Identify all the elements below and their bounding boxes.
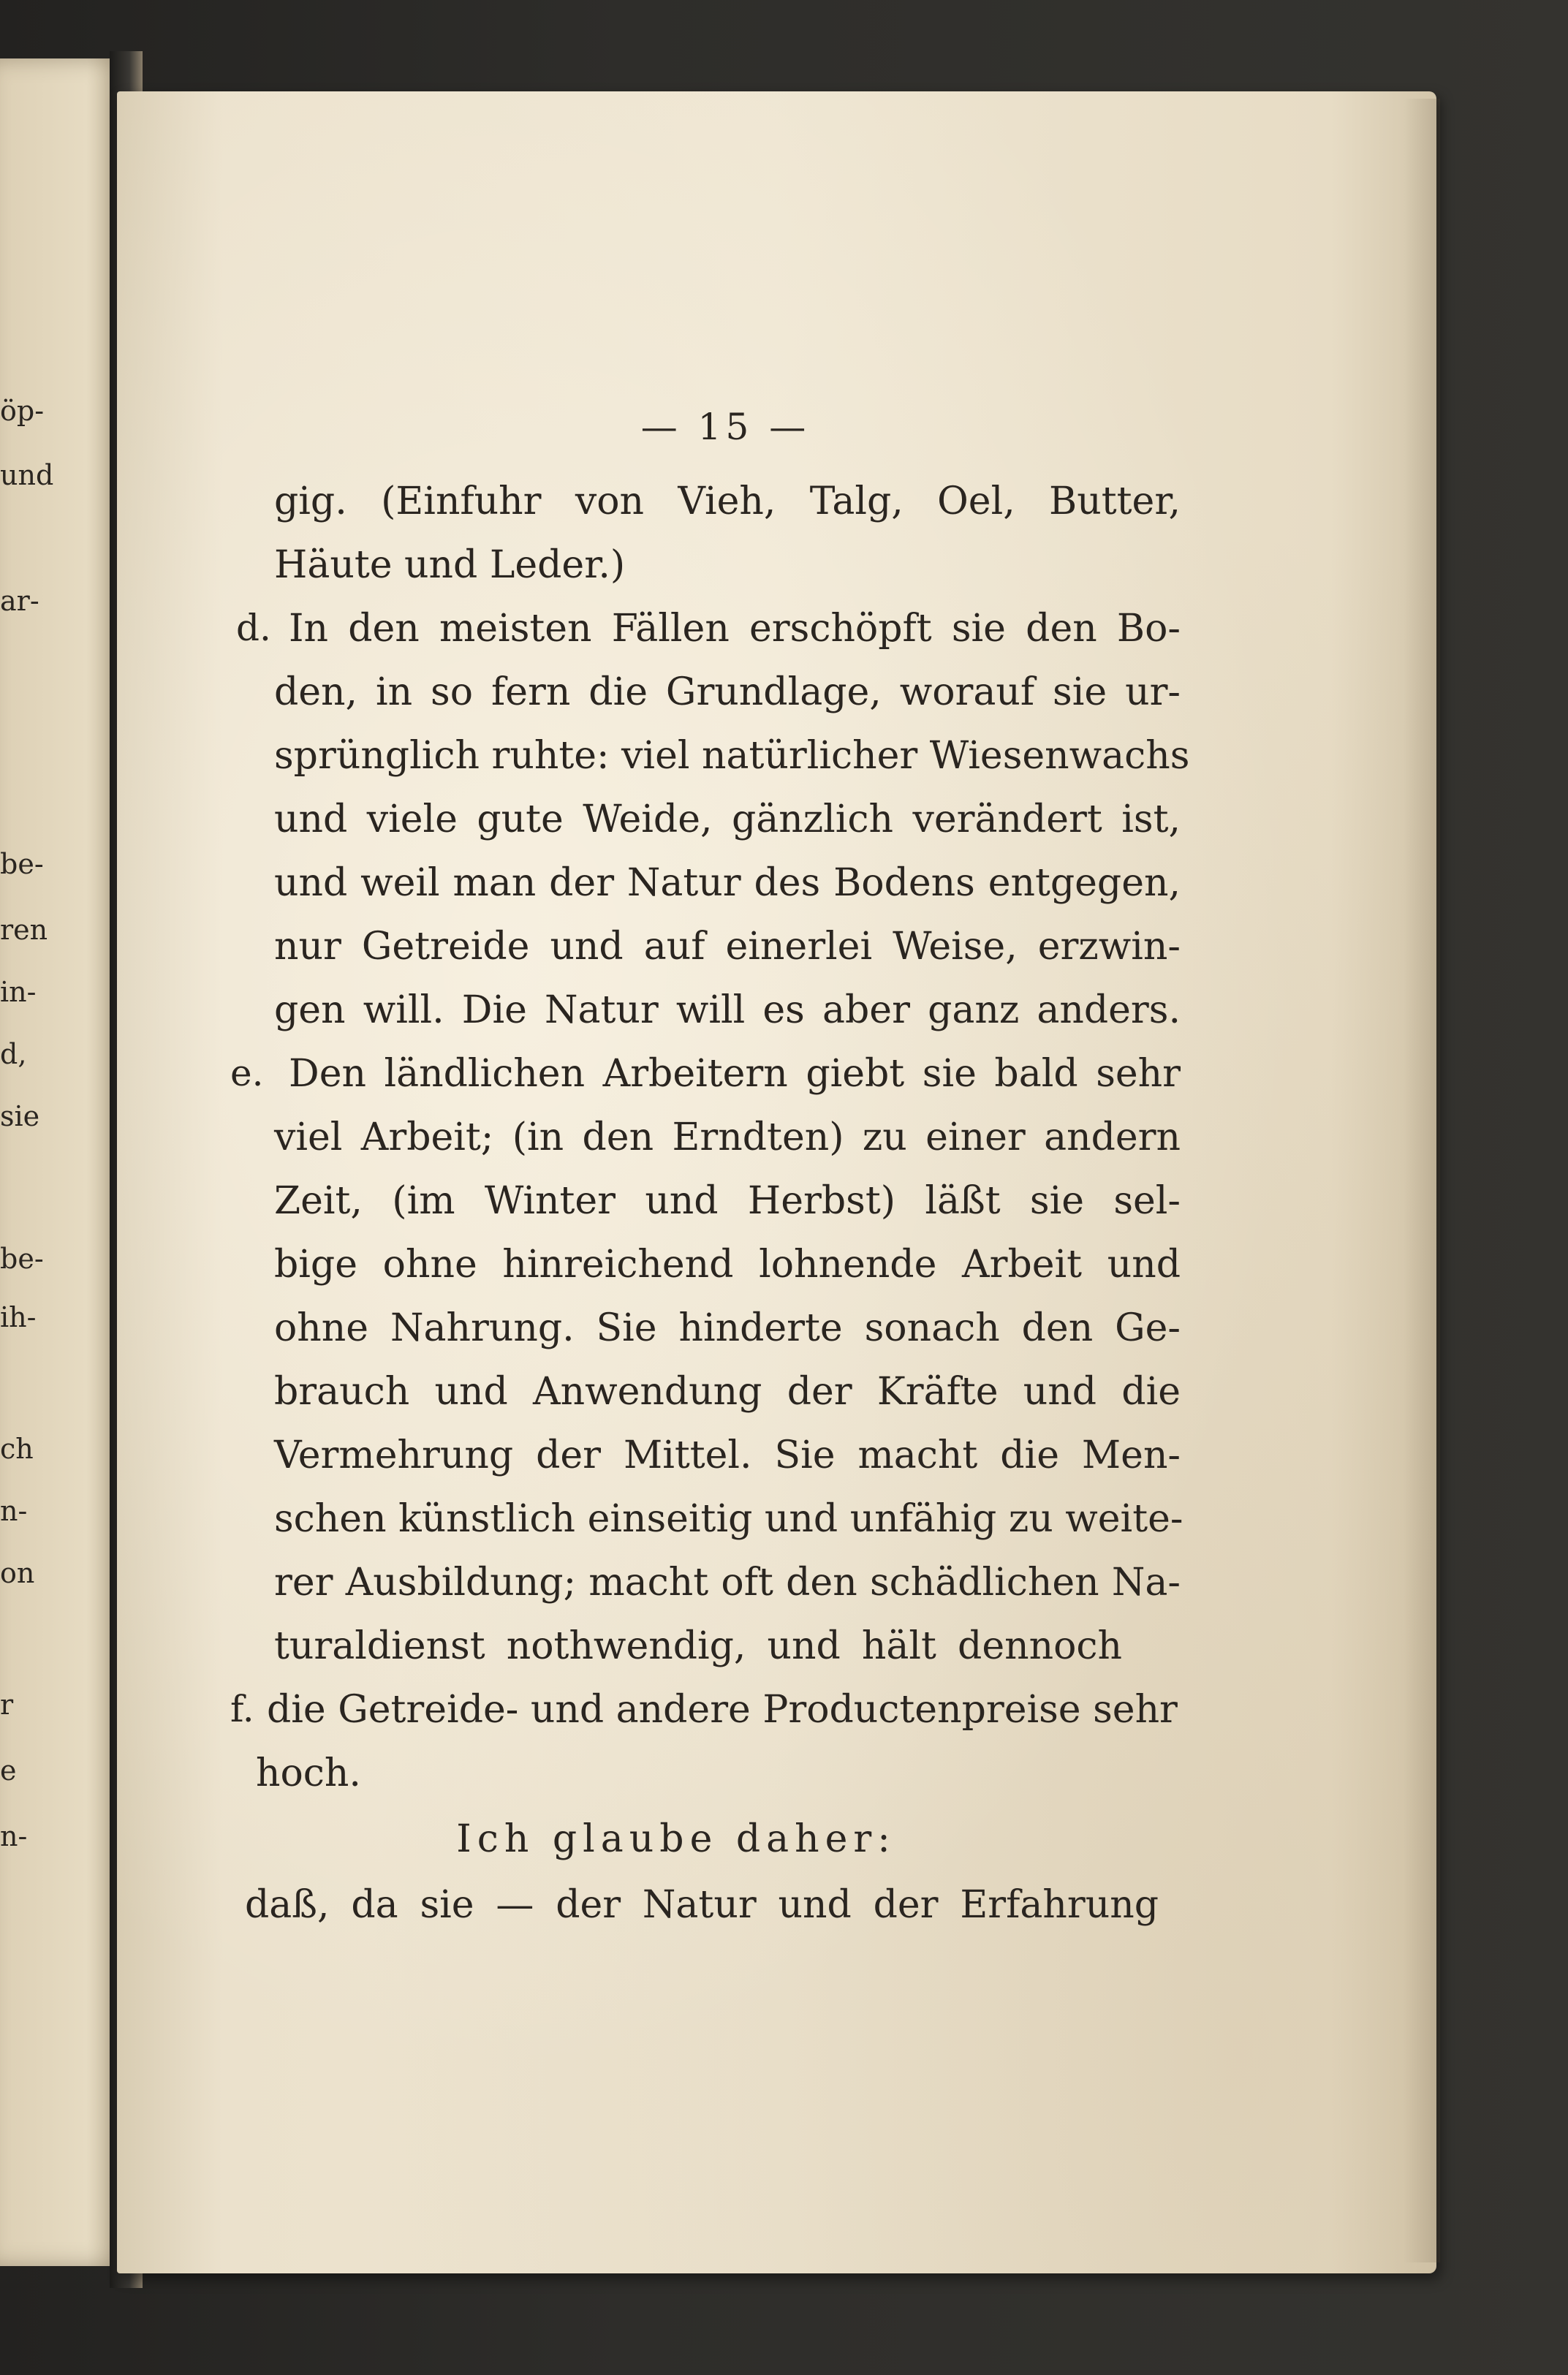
text-line: hoch. <box>256 1751 361 1795</box>
text-line: Den ländlichen Arbeitern giebt sie bald sehr <box>289 1052 1181 1096</box>
left-page-fragment: n- <box>0 1495 28 1527</box>
left-page <box>0 58 124 2266</box>
text-line: die Getreide- und andere Productenpreise sehr <box>267 1688 1178 1732</box>
list-marker: e. <box>230 1052 264 1094</box>
right-page <box>117 91 1436 2273</box>
text-line: den, in so fern die Grundlage, worauf sie ur- <box>274 670 1181 714</box>
text-line: Häute und Leder.) <box>274 543 626 587</box>
left-page-fragment: und <box>0 459 54 491</box>
left-page-fragment: in- <box>0 976 37 1008</box>
left-page-fragment: öp- <box>0 395 45 427</box>
list-marker: d. <box>236 607 271 649</box>
left-page-fragment: ch <box>0 1433 34 1465</box>
text-line: bige ohne hinreichend lohnende Arbeit und <box>274 1243 1181 1287</box>
text-line: rer Ausbildung; macht oft den schädlichen Na- <box>274 1561 1181 1605</box>
text-line: nur Getreide und auf einerlei Weise, erzwin- <box>274 925 1181 969</box>
left-page-fragment: n- <box>0 1820 28 1852</box>
text-line: gen will. Die Natur will es aber ganz anders. <box>274 988 1181 1032</box>
text-line: schen künstlich einseitig und unfähig zu weite- <box>274 1497 1183 1541</box>
left-page-fragment: be- <box>0 1243 44 1275</box>
left-page-fragment: sie <box>0 1100 40 1132</box>
page-number-header: — 15 — <box>640 406 811 448</box>
left-page-fragment: d, <box>0 1038 27 1070</box>
left-page-fragment: on <box>0 1557 35 1589</box>
text-line: daß, da sie — der Natur und der Erfahrung <box>245 1883 1159 1927</box>
left-page-fragment: be- <box>0 848 44 880</box>
left-page-fragment: e <box>0 1754 17 1787</box>
left-page-fragment: ren <box>0 914 48 946</box>
text-line: brauch und Anwendung der Kräfte und die <box>274 1370 1181 1414</box>
left-page-fragment: ar- <box>0 585 39 617</box>
text-line: viel Arbeit; (in den Erndten) zu einer andern <box>274 1115 1181 1159</box>
text-line: gig. (Einfuhr von Vieh, Talg, Oel, Butter, <box>274 480 1181 523</box>
text-line: Vermehrung der Mittel. Sie macht die Men- <box>274 1433 1181 1477</box>
text-line: In den meisten Fällen erschöpft sie den Bo- <box>289 607 1181 651</box>
text-line: turaldienst nothwendig, und hält dennoch <box>274 1624 1122 1668</box>
left-page-fragment: ih- <box>0 1301 37 1333</box>
text-line: ohne Nahrung. Sie hinderte sonach den Ge- <box>274 1306 1181 1350</box>
text-line: und weil man der Natur des Bodens entgegen, <box>274 861 1181 905</box>
text-line: Zeit, (im Winter und Herbst) läßt sie sel- <box>274 1179 1181 1223</box>
left-page-fragment: r <box>0 1689 14 1721</box>
centered-heading-line: Ich glaube daher: <box>456 1817 896 1861</box>
list-marker: f. <box>230 1688 254 1730</box>
text-line: und viele gute Weide, gänzlich verändert ist, <box>274 798 1181 841</box>
text-line: sprünglich ruhte: viel natürlicher Wiesenwachs <box>274 734 1190 778</box>
